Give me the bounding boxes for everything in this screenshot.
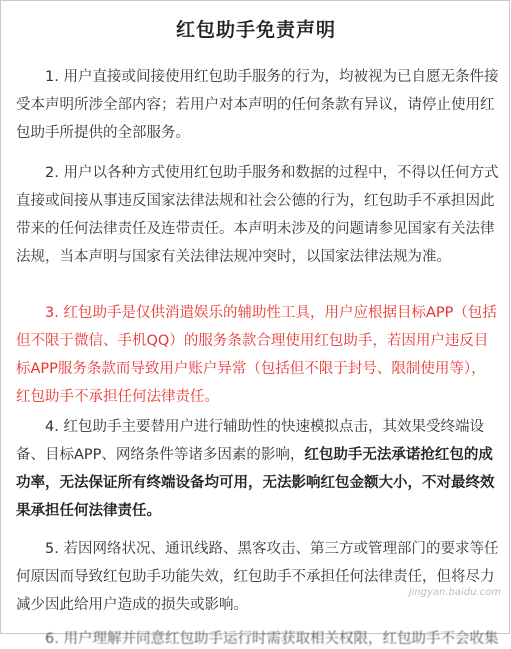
page-title: 红包助手免责声明 <box>175 19 336 41</box>
clause-2: 2. 用户以各种方式使用红包助手服务和数据的过程中，不得以任何方式直接或间接从事违反国家法律法规和社会公德的行为，红包助手不承担因此带来的任何法律责任及连带责任。本声明未涉及的问题请参见国家有关法律法规，当本声明与国家有关法律法规冲突时，以国家法律法规为准。 <box>16 165 499 265</box>
clause-5: 5. 若因网络状况、通讯线路、黑客攻击、第三方或管理部门的要求等任何原因而导致红包助手功能失效，红包助手不承担任何法律责任，但将尽力减少因此给用户造成的损失或影响。 <box>16 541 499 613</box>
clause-1: 1. 用户直接或间接使用红包助手服务的行为，均被视为已自愿无条件接受本声明所涉全部内容；若用户对本声明的任何条款有异议，请停止使用红包助手所提供的全部服务。 <box>16 69 499 141</box>
clause-4-bold: 红包助手无法承诺抢红包的成功率，无法保证所有终端设备均可用，无法影响红包金额大小，不对最终效果承担任何法律责任。 <box>16 447 495 519</box>
clause-4 <box>16 413 500 525</box>
watermark: jingyan.baidu.com <box>408 587 501 598</box>
clause-4-intro: 4. 红包助手主要替用户进行辅助性的快速模拟点击，其效果受终端设备、目标APP、网络条件等诸多因素的影响， <box>16 419 484 463</box>
clause-3-warning: 3. 红包助手是仅供消遣娱乐的辅助性工具，用户应根据目标APP（包括但不限于微信、手机QQ）的服务条款合理使用红包助手，若因用户违反目标APP服务条款而导致用户账户异常（包括但不限于封号、限制使用等），红包助手不承担任何法律责任。 <box>16 305 497 405</box>
clause-6-partial: 6. 用户理解并同意红包助手运行时需获取相关权限，红包助手不会收集 <box>45 631 499 647</box>
